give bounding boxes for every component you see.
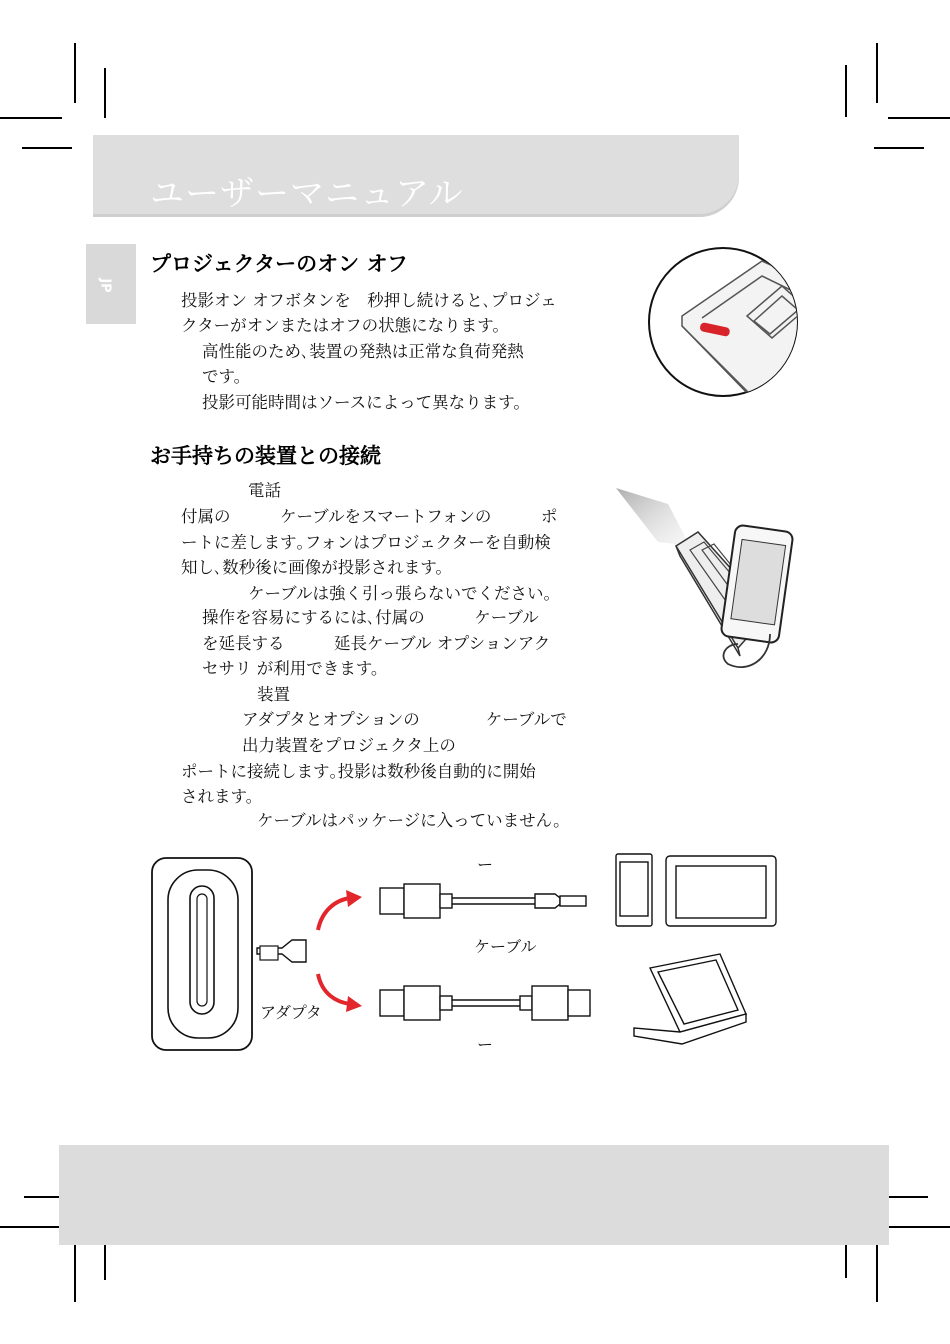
page-title: ユーザーマニュアル [150,174,464,214]
crop-mark [876,43,878,103]
power-note-line: です。 [202,367,251,386]
phone-note-line: ケーブルは強く引っ張らないでください。 [248,584,561,603]
device-text-line: 出力装置をプロジェクタ上の [242,736,456,755]
power-text-line: クターがオンまたはオフの状態になります。 [181,316,509,335]
language-label: JP [97,278,113,293]
cable-label: ケーブル [474,937,537,956]
adapter-label: アダプタ [260,1003,322,1022]
crop-mark [74,43,76,103]
cable-bottom [380,986,590,1020]
footer-band [59,1145,889,1245]
phone-note-line: セサリ が利用できます。 [202,659,388,678]
phone-text-line: 知し､数秒後に画像が投影されます。 [181,558,452,577]
crop-mark [22,147,72,149]
cable-top [380,884,586,918]
crop-mark [888,1226,950,1228]
phone-text-line: ートに差します｡フォンはプロジェクターを自動検 [181,533,551,552]
power-note-line: 投影可能時間はソースによって異なります。 [202,393,530,412]
power-note-line: 高性能のため､装置の発熱は正常な負荷発熱 [202,342,524,361]
device-text-line: アダプタとオプションの ケーブルで [242,710,567,729]
diagram-dash-bottom: ー [477,1035,494,1054]
device-text-line: されます。 [181,787,263,806]
crop-mark [845,65,847,117]
power-text-line: 投影オン オフボタンを 秒押し続けると､プロジェ [181,291,557,310]
crop-mark [876,1242,878,1302]
diagram-dash-top: ー [477,855,494,874]
device-note-line: ケーブルはパッケージに入っていません。 [257,811,570,830]
section-title-connect: お手持ちの装置との接続 [150,444,381,468]
crop-mark [0,117,62,119]
section-title-power: プロジェクターのオン オフ [150,252,408,276]
language-tab [86,244,136,324]
device-text-line: ポートに接続します｡投影は数秒後自動的に開始 [181,762,536,781]
crop-mark [0,1226,62,1228]
subheading-phone: 電話 [248,481,281,500]
connection-diagram [140,850,790,1056]
phone-note-line: を延長する 延長ケーブル オプションアク [202,634,551,653]
power-button-illustration [642,246,804,398]
crop-mark [874,147,924,149]
subheading-device: 装置 [257,685,290,704]
crop-mark [74,1242,76,1302]
phone-note-line: 操作を容易にするには､付属の ケーブル [202,608,539,627]
phone-tablet-devices [616,854,776,926]
arrow-up [318,898,350,930]
projector-phone-illustration [598,484,816,680]
laptop-device [634,954,746,1044]
crop-mark [888,117,950,119]
crop-mark [104,68,106,118]
arrow-down [318,974,350,1004]
phone-text-line: 付属の ケーブルをスマートフォンの ポ [181,507,558,526]
